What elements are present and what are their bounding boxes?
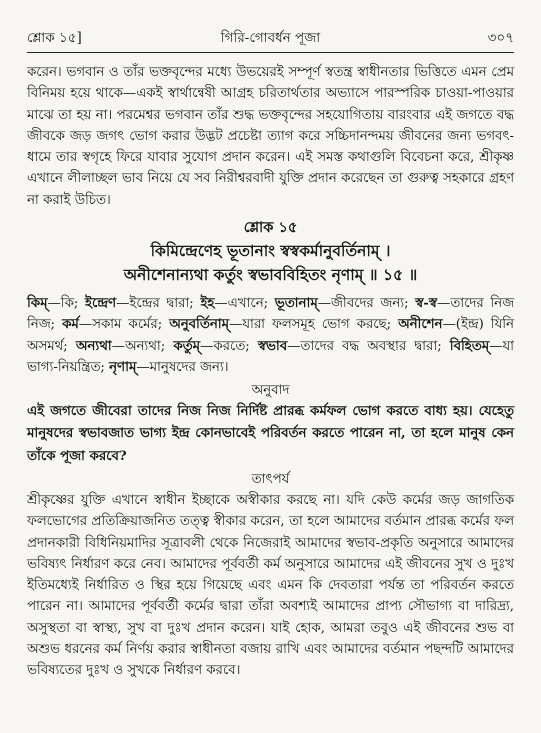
synonym-term: অনুবর্তিনাম্ (169, 317, 230, 333)
synonym-term: ইহ (200, 296, 215, 312)
synonym-gloss: —সকাম কর্মের; (78, 317, 170, 333)
synonym-gloss: —তাদের বদ্ধ অবস্থার দ্বারা; (287, 338, 450, 354)
synonym-term: স্ব-স্ব (415, 296, 437, 312)
verse-line-2: অনীশেনান্যথা কর্তুং স্বভাববিহিতং নৃণাম্ ॥ ১৫ ॥ (123, 265, 418, 285)
synonym-gloss: —(ইন্দ্র) যিনি অসমর্থ; (27, 317, 514, 354)
synonyms-paragraph (27, 293, 514, 379)
synonym-gloss: —করতে; (200, 338, 258, 354)
synonym-gloss: —অন্যথা; (111, 338, 174, 354)
synonym-term: কর্ম (62, 317, 79, 333)
synonym-gloss: —তাদের নিজ নিজ; (27, 296, 514, 333)
page-body (27, 62, 514, 682)
synonym-term: কিম্ (27, 296, 48, 312)
header-chapter-title: গিরি-গোবর্ধন পূজা (220, 29, 321, 46)
synonym-gloss: —কি; (47, 296, 86, 312)
synonym-term: অন্যথা (75, 338, 112, 354)
purport-heading: তাৎপর্য (251, 471, 290, 487)
intro-paragraph: করেন। ভগবান ও তাঁর ভক্তবৃন্দের মধ্যে উভয়েরই সম্পূর্ণ স্বতন্ত্র স্বাধীনতার ভিত্তিতে এমন প্রেম বিনিময় হয়ে থাকে—একই স্বার্থান্বেষী আগ্রহ চরিতার্থতার অভ্যাসে পারস্পরিক চাওয়া-পাওয়ার মাঝে তা হয় না। পরমেশ্বর ভগবান তাঁর শুদ্ধ ভক্তবৃন্দের সহযোগিতায় বারংবার এই জগতে বদ্ধ জীবকে জড় জগৎ ভোগ করার উদ্ভট প্রচেষ্টা ত্যাগ করে সচ্চিদানন্দময় জীবনের জন্য ভগবৎ-ধামে তার স্বগৃহে ফিরে যাবার সুযোগ প্রদান করেন। এই সমস্ত কথাগুলি বিবেচনা করে, শ্রীকৃষ্ণ এখানে লীলাচ্ছল ভাব নিয়ে যে সব নিরীশ্বরবাদী যুক্তি প্রদান করেছেন তা গুরুত্ব সহকারে গ্রহণ না করাই উচিত। (27, 65, 514, 208)
synonym-term: কর্তুম্ (173, 338, 201, 354)
synonym-gloss: —মানুষদের জন্য। (136, 360, 229, 376)
header-rule (27, 52, 514, 53)
verse-line-1: কিমিন্দ্রেণেহ ভূতানাং স্বস্বকর্মানুবর্তিনাম্ । (150, 241, 391, 261)
synonym-gloss: —ইন্দ্রের দ্বারা; (116, 296, 201, 312)
synonym-term: স্বভাব (257, 338, 288, 354)
verse-title: শ্লোক ১৫ (243, 219, 298, 237)
synonym-term: নৃণাম্ (109, 360, 137, 376)
synonym-term: অনীশেন (398, 317, 443, 333)
synonym-gloss: —যারা ফলসমূহ ভোগ করছে; (229, 317, 399, 333)
synonym-gloss: —যা ভাগ্য-নিয়ন্ত্রিত; (27, 338, 514, 376)
synonym-term: ইন্দ্রেণ (85, 296, 117, 312)
synonym-gloss: —জীবদের জন্য; (317, 296, 416, 312)
running-header (27, 28, 514, 48)
header-verse-ref: শ্লোক ১৫] (27, 29, 82, 46)
page-number: ৩০৭ (487, 29, 514, 46)
synonyms (27, 293, 514, 379)
synonym-term: ভূতানাম্ (274, 296, 318, 312)
synonym-term: বিহিতম্ (449, 338, 490, 354)
translation-heading: অনুবাদ (251, 382, 290, 398)
synonym-gloss: —এখানে; (214, 296, 275, 312)
translation (27, 401, 514, 468)
translation-paragraph: এই জগতে জীবেরা তাদের নিজ নিজ নির্দিষ্ট প্রারব্ধ কর্মফল ভোগ করতে বাধ্য হয়। যেহেতু মানুষদের স্বভাবজাত ভাগ্য ইন্দ্র কোনভাবেই পরিবর্তন করতে পারেন না, তা হলে মানুষ কেন তাঁকে পূজা করবে? (27, 403, 514, 464)
purport-paragraph: শ্রীকৃষ্ণের যুক্তি এখানে স্বাধীন ইচ্ছাকে অস্বীকার করছে না। যদি কেউ কর্মের জড় জাগতিক ফলভোগের প্রতিক্রিয়াজনিত তত্ত্ব স্বীকার করেন, তা হলে আমাদের বর্তমান প্রারব্ধ কর্মের ফল প্রদানকারী বিধিনিয়মাদির সূত্রাবলী থেকে নিজেরাই আমাদের স্বভাব-প্রকৃতি অনুসারে আমাদের ভবিষ্যৎ নির্ধারণ করে নেব। আমাদের পূর্ববর্তী কর্ম অনুসারে আমাদের এই জীবনের সুখ ও দুঃখ ইতিমধ্যেই নির্ধারিত ও স্থির হয়ে গিয়েছে এবং এমন কি দেবতারা পর্যন্ত তা পরিবর্তন করতে পারেন না। আমাদের পূর্ববর্তী কর্মের দ্বারা তাঁরা অবশ্যই আমাদের প্রাপ্য সৌভাগ্য বা দারিদ্র্য, অসুস্থতা বা স্বাস্থ্য, সুখ বা দুঃখ প্রদান করেন। যাই হোক, আমরা তবুও এই জীবনের শুভ বা অশুভ ধরনের কর্ম নির্ণয় করার স্বাধীনতা বজায় রাখি এবং আমাদের বর্তমান পছন্দটি আমাদের ভবিষ্যতের দুঃখ ও সুখকে নির্ধারণ করবে। (27, 492, 514, 679)
